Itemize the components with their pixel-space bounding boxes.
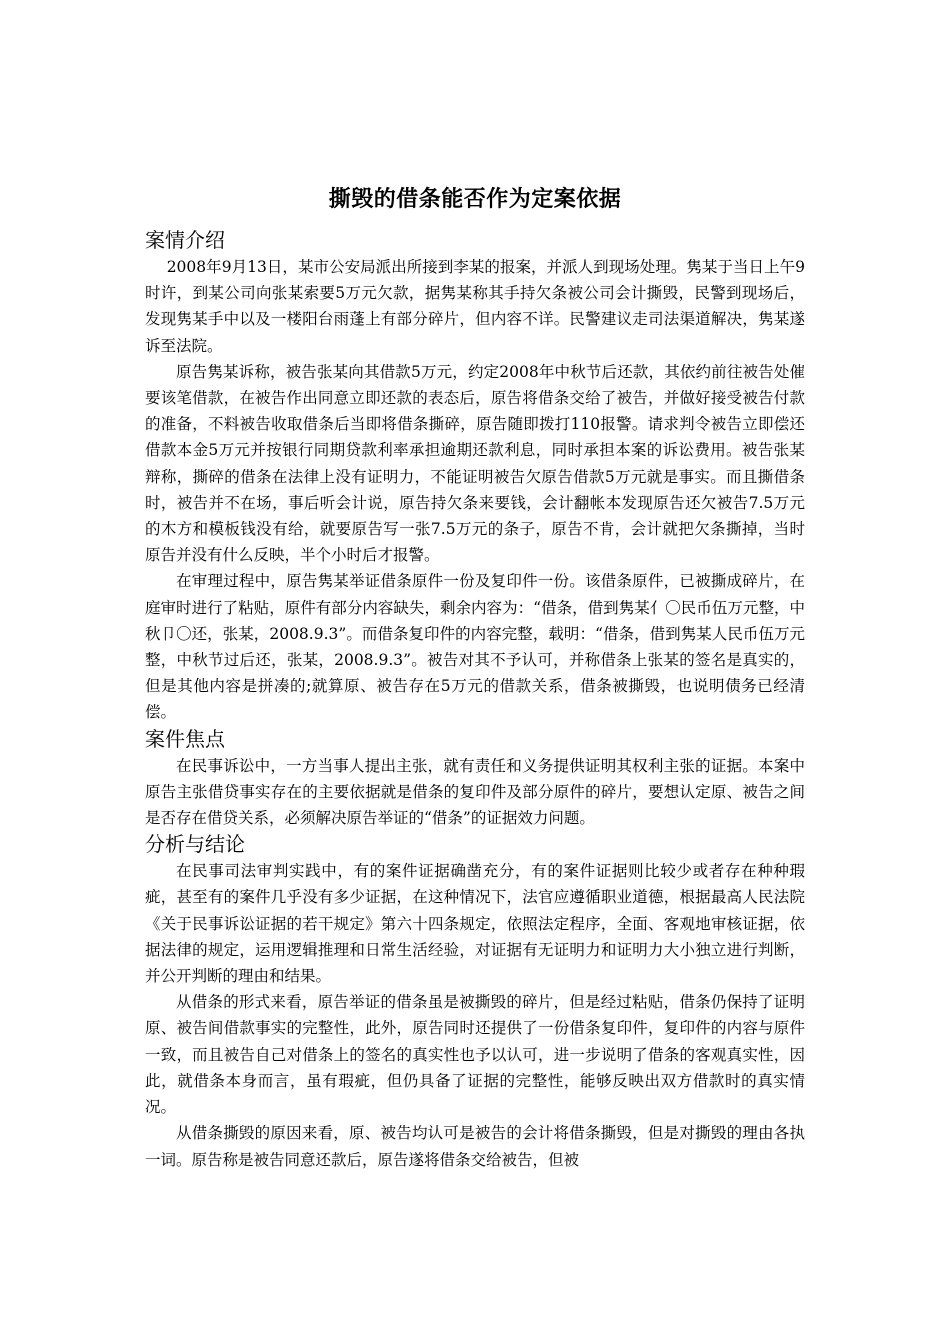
paragraph: 从借条撕毁的原因来看，原、被告均认可是被告的会计将借条撕毁，但是对撕毁的理由各执一词。原告称是被告同意还款后，原告遂将借条交给被告，但被	[145, 1124, 805, 1169]
section-case-introduction	[145, 227, 805, 726]
section-heading: 案件焦点	[145, 726, 225, 751]
paragraph: 2008年9月13日，某市公安局派出所接到李某的报案，并派人到现场处理。隽某于当日上午9时许，到某公司向张某索要5万元欠款，据隽某称其手持欠条被公司会计撕毁，民警到现场后，发现隽某手中以及一楼阳台雨蓬上有部分碎片，但内容不详。民警建议走司法渠道解决，隽某遂诉至法院。	[145, 258, 805, 355]
paragraph: 在民事诉讼中，一方当事人提出主张，就有责任和义务提供证明其权利主张的证据。本案中原告主张借贷事实存在的主要依据就是借条的复印件及部分原件的碎片，要想认定原、被告之间是否存在借贷关系，必须解决原告举证的“借条”的证据效力问题。	[145, 756, 805, 828]
section-case-focus	[145, 726, 805, 832]
paragraph: 原告隽某诉称，被告张某向其借款5万元，约定2008年中秋节后还款，其依约前往被告处催要该笔借款，在被告作出同意立即还款的表态后，原告将借条交给了被告，并做好接受被告付款的准备，不料被告收取借条后当即将借条撕碎，原告随即拨打110报警。请求判令被告立即偿还借款本金5万元并按银行同期贷款利率承担逾期还款利息，同时承担本案的诉讼费用。被告张某辩称，撕碎的借条在法律上没有证明力，不能证明被告欠原告借款5万元就是事实。而且撕借条时，被告并不在场，事后听会计说，原告持欠条来要钱，会计翻帐本发现原告还欠被告7.5万元的木方和模板钱没有给，就要原告写一张7.5万元的条子，原告不肯，会计就把欠条撕掉，当时原告并没有什么反映，半个小时后才报警。	[145, 362, 805, 565]
paragraph: 在民事司法审判实践中，有的案件证据确凿充分，有的案件证据则比较少或者存在种种瑕疵，甚至有的案件几乎没有多少证据，在这种情况下，法官应遵循职业道德，根据最高人民法院《关于民事诉讼证据的若干规定》第六十四条规定，依照法定程序，全面、客观地审核证据，依据法律的规定，运用逻辑推理和日常生活经验，对证据有无证明力和证明力大小独立进行判断，并公开判断的理由和结果。	[145, 862, 805, 986]
paragraph: 在审理过程中，原告隽某举证借条原件一份及复印件一份。该借条原件，已被撕成碎片，在庭审时进行了粘贴，原件有部分内容缺失，剩余内容为：“借条，借到隽某亻〇民币伍万元整，中秋卩〇还，张某，2008.9.3”。而借条复印件的内容完整，载明：“借条，借到隽某人民币伍万元整，中秋节过后还，张某，2008.9.3”。被告对其不予认可，并称借条上张某的签名是真实的，但是其他内容是拼凑的;就算原、被告存在5万元的借款关系，借条被撕毁，也说明债务已经清偿。	[145, 572, 805, 722]
section-analysis-conclusion	[145, 831, 805, 1172]
document-body	[145, 185, 805, 1173]
document-title: 撕毁的借条能否作为定案依据	[328, 187, 622, 212]
section-heading: 分析与结论	[145, 832, 245, 857]
paragraph: 从借条的形式来看，原告举证的借条虽是被撕毁的碎片，但是经过粘贴，借条仍保持了证明原、被告间借款事实的完整性，此外，原告同时还提供了一份借条复印件，复印件的内容与原件一致，而且被告自己对借条上的签名的真实性也予以认可，进一步说明了借条的客观真实性，因此，就借条本身而言，虽有瑕疵，但仍具备了证据的完整性，能够反映出双方借款时的真实情况。	[145, 993, 805, 1117]
section-heading: 案情介绍	[145, 228, 225, 252]
